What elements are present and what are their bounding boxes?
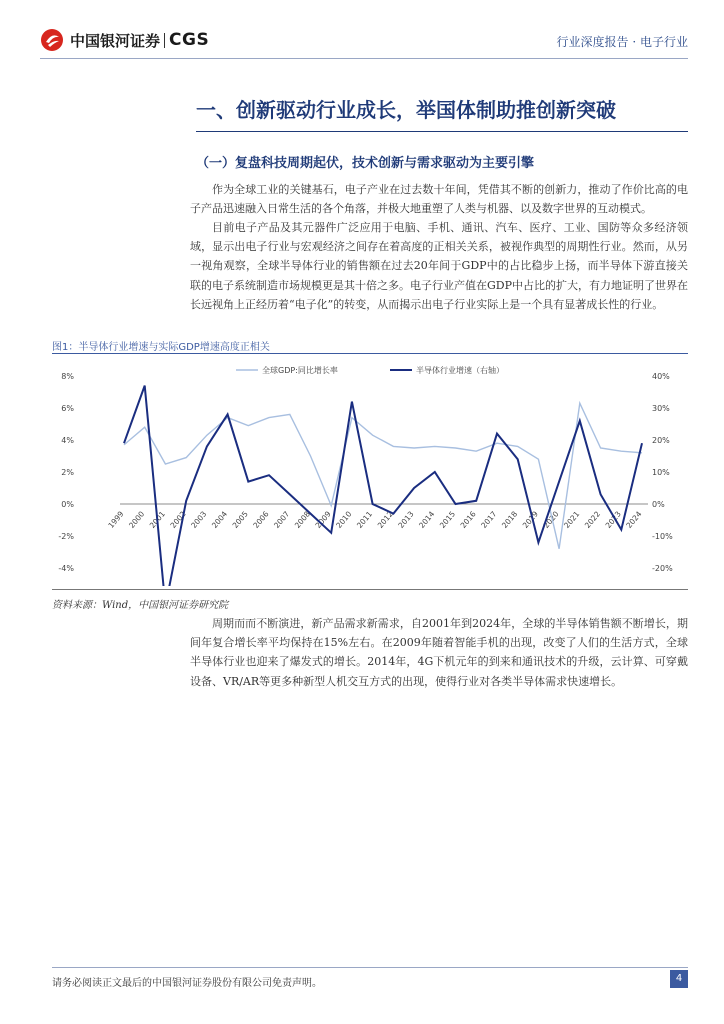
- x-tick-label: 2019: [520, 509, 540, 530]
- footer-disclaimer: 请务必阅读正文最后的中国银河证券股份有限公司免责声明。: [52, 978, 322, 989]
- sub-title: （一）复盘科技周期起伏，技术创新与需求驱动为主要引擎: [196, 156, 535, 171]
- chart-lines: [124, 386, 642, 586]
- paragraph-1: 作为全球工业的关键基石，电子产业在过去数十年间，凭借其不断的创新力，推动了作价比高的电子产品迅速融入日常生活的各个角落，并极大地重塑了人类与机器、以及数字世界的互动模式。: [190, 183, 688, 216]
- y-right-tick-label: 20%: [652, 436, 670, 445]
- x-tick-label: 2000: [127, 509, 147, 530]
- y-left-tick-label: 2%: [61, 468, 74, 477]
- figure-caption: 图1：半导体行业增速与实际GDP增速高度正相关: [52, 342, 270, 353]
- x-tick-label: 2007: [272, 509, 292, 530]
- gdp-semiconductor-line-chart: [52, 356, 688, 586]
- y-right-tick-label: -20%: [652, 564, 673, 573]
- x-tick-label: 2013: [396, 509, 416, 530]
- y-right-tick-label: 30%: [652, 404, 670, 413]
- x-tick-label: 2020: [541, 509, 561, 530]
- chart-legend: [236, 365, 504, 375]
- header-divider: [40, 58, 688, 59]
- paragraph-3: 周期而而不断演进，新产品需求新需求，自2001年到2024年，全球的半导体销售额不断增长，期间年复合增长率平均保持在15%左右。在2009年随着智能手机的出现，改变了人们的生活方式，全球半导体行业也迎来了爆发式的增长。2014年，4G下机元年的到来和通讯技术的升级，云计算、可穿戴设备、VR/AR等更多种新型人机交互方式的出现，使得行业对各类半导体需求快速增长。: [190, 617, 688, 688]
- y-right-tick-label: 0%: [652, 500, 665, 509]
- report-type: 行业深度报告 · 电子行业: [556, 35, 688, 49]
- y-right-tick-label: -10%: [652, 532, 673, 541]
- x-tick-label: 2001: [147, 509, 167, 530]
- legend-label-semi: 半导体行业增速（右轴）: [416, 366, 504, 375]
- y-left-tick-label: -2%: [58, 532, 74, 541]
- x-tick-label: 2009: [313, 509, 333, 530]
- x-tick-label: 2012: [375, 509, 395, 530]
- x-tick-label: 2016: [458, 509, 478, 530]
- page-header: [0, 0, 724, 60]
- x-tick-label: 2006: [251, 509, 271, 530]
- figure-source: 资料来源：Wind，中国银河证券研究院: [52, 600, 229, 611]
- x-tick-label: 2003: [189, 509, 209, 530]
- x-tick-label: 2008: [292, 509, 313, 530]
- section-title: 一、创新驱动行业成长，举国体制助推创新突破: [196, 98, 616, 122]
- semiconductor-growth-line: [124, 386, 642, 586]
- x-tick-label: 2021: [562, 509, 582, 530]
- logo-text: 中国银河证券: [70, 31, 161, 50]
- x-tick-label: 1999: [106, 509, 126, 530]
- x-tick-label: 2011: [355, 509, 375, 530]
- y-right-tick-label: 40%: [652, 372, 670, 381]
- x-tick-label: 2005: [230, 509, 250, 530]
- x-tick-label: 2018: [500, 509, 520, 530]
- x-tick-label: 2010: [334, 509, 354, 530]
- footer-divider: [52, 967, 688, 968]
- y-left-tick-label: 8%: [61, 372, 74, 381]
- y-right-tick-label: 10%: [652, 468, 670, 477]
- company-logo: [40, 28, 209, 52]
- logo-cgs: CGS: [169, 30, 210, 50]
- page-number: 4: [670, 970, 688, 988]
- legend-label-gdp: 全球GDP:同比增长率: [262, 366, 338, 375]
- y-left-tick-label: 4%: [61, 436, 74, 445]
- x-tick-label: 2022: [582, 509, 603, 530]
- paragraph-2: 目前电子产品及其元器件广泛应用于电脑、手机、通讯、汽车、医疗、工业、国防等众多经济领域，显示出电子行业与宏观经济之间存在着高度的正相关关系，被视作典型的周期性行业。然而，从另一视角观察，全球半导体行业的销售额在过去20年间于GDP中的占比稳步上扬，而半导体下游直接关联的电子系统制造市场规模更是其十倍之多。电子行业产值在GDP中占比的扩大，有力地证明了世界在长远视角上正经历着“电子化”的转变，从而揭示出电子行业实际上是一个具有显著成长性的行业。: [190, 221, 689, 311]
- galaxy-logo-icon: [40, 28, 64, 52]
- x-tick-label: 2024: [624, 509, 644, 530]
- x-tick-label: 2023: [603, 509, 623, 530]
- x-tick-label: 2017: [479, 509, 499, 530]
- figure-top-rule: [52, 353, 688, 354]
- x-tick-label: 2015: [437, 509, 458, 530]
- figure-bottom-rule: [52, 589, 688, 590]
- section-divider: [196, 131, 688, 132]
- y-left-tick-label: 6%: [61, 404, 74, 413]
- x-tick-label: 2004: [209, 509, 230, 530]
- y-left-tick-label: -4%: [58, 564, 74, 573]
- logo-separator: [164, 33, 165, 48]
- x-tick-label: 2002: [168, 509, 188, 530]
- x-tick-label: 2014: [417, 509, 437, 530]
- y-left-tick-label: 0%: [61, 500, 74, 509]
